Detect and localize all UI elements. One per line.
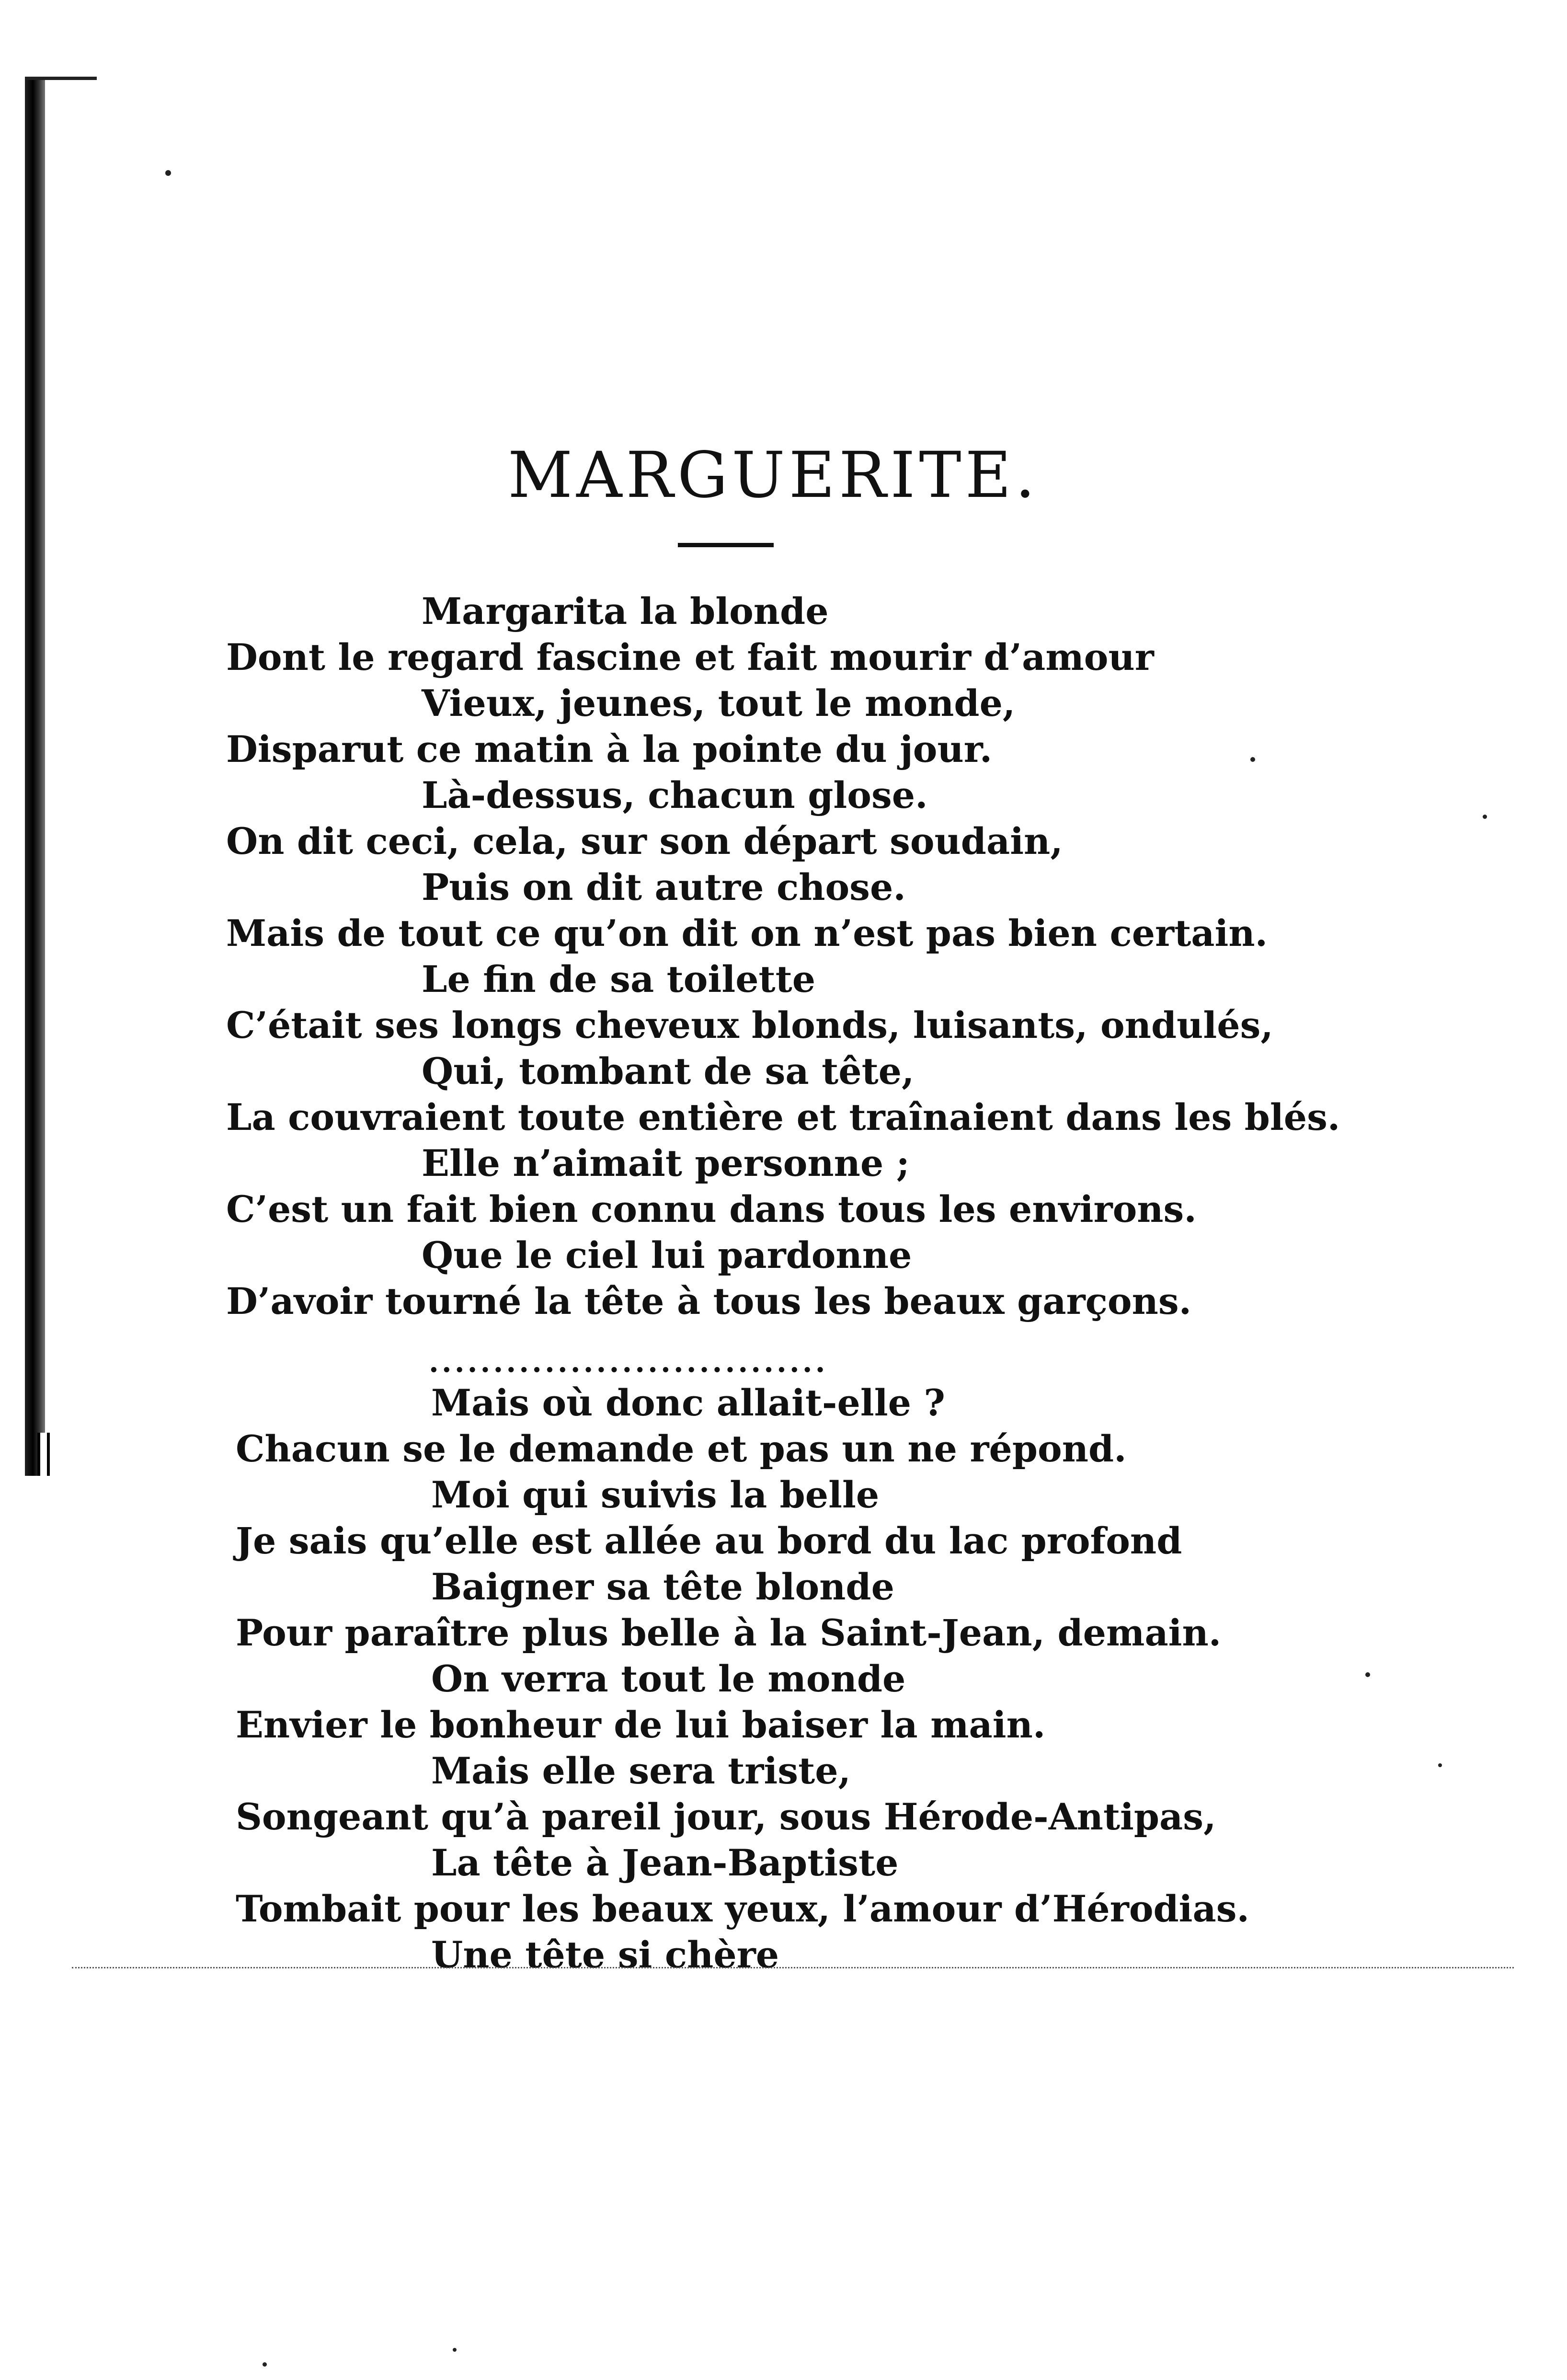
poem-line: Dont le regard fascine et fait mourir d’amour [226,636,1154,678]
poem-line: On dit ceci, cela, sur son départ soudain, [226,820,1063,862]
poem-line: Une tête si chère [431,1933,779,1976]
poem-line: Là-dessus, chacun glose. [422,774,928,816]
scan-speck [453,2348,457,2352]
poem-line: La couvraient toute entière et traînaient dans les blés. [226,1096,1340,1138]
poem-line: Vieux, jeunes, tout le monde, [422,682,1016,724]
poem-line: Chacun se le demande et pas un ne répond. [236,1427,1127,1470]
scan-speck [165,170,171,176]
scan-speck [263,2362,267,2367]
cropped-page-edge [72,1967,1514,1968]
poem-line: Qui, tombant de sa tête, [422,1050,915,1092]
poem-line: Mais où donc allait-elle ? [431,1381,945,1424]
poem-line: Margarita la blonde [422,590,829,632]
poem-line: On verra tout le monde [431,1657,906,1700]
poem-line: Je sais qu’elle est allée au bord du lac profond [236,1519,1182,1562]
poem-line: Disparut ce matin à la pointe du jour. [226,728,993,770]
poem-line: Songeant qu’à pareil jour, sous Hérode-Antipas, [236,1795,1216,1838]
poem-line: Elle n’aimait personne ; [422,1142,910,1184]
title-rule [678,543,774,547]
poem-line: Tombait pour les beaux yeux, l’amour d’Hérodias. [236,1887,1250,1930]
poem-line: Puis on dit autre chose. [422,866,906,908]
poem-line: Pour paraître plus belle à la Saint-Jean, demain. [236,1611,1222,1654]
binding-top-notch [25,77,97,80]
poem-line: Le fin de sa toilette [422,958,816,1000]
binding-shadow-bar [25,77,45,1476]
poem-line: La tête à Jean-Baptiste [431,1841,899,1884]
poem-line: C’est un fait bien connu dans tous les environs. [226,1188,1197,1230]
poem-line: Envier le bonheur de lui baiser la main. [236,1703,1046,1746]
poem-title: MARGUERITE. [508,438,1039,512]
poem-line: D’avoir tourné la tête à tous les beaux garçons. [226,1280,1192,1322]
poem-line: Moi qui suivis la belle [431,1473,880,1516]
scan-speck [1365,1672,1370,1677]
poem-line: Mais de tout ce qu’on dit on n’est pas bien certain. [226,912,1268,954]
scan-speck [1438,1763,1442,1767]
poem-line: Mais elle sera triste, [431,1749,851,1792]
poem-line: Baigner sa tête blonde [431,1565,894,1608]
scan-speck [1250,757,1255,762]
poem-line: Que le ciel lui pardonne [422,1234,912,1276]
poem-line: C’était ses longs cheveux blonds, luisants, ondulés, [226,1004,1273,1046]
scan-speck [1483,815,1487,819]
binding-marks [37,1433,50,1476]
section-separator: ............................... [429,1345,828,1379]
